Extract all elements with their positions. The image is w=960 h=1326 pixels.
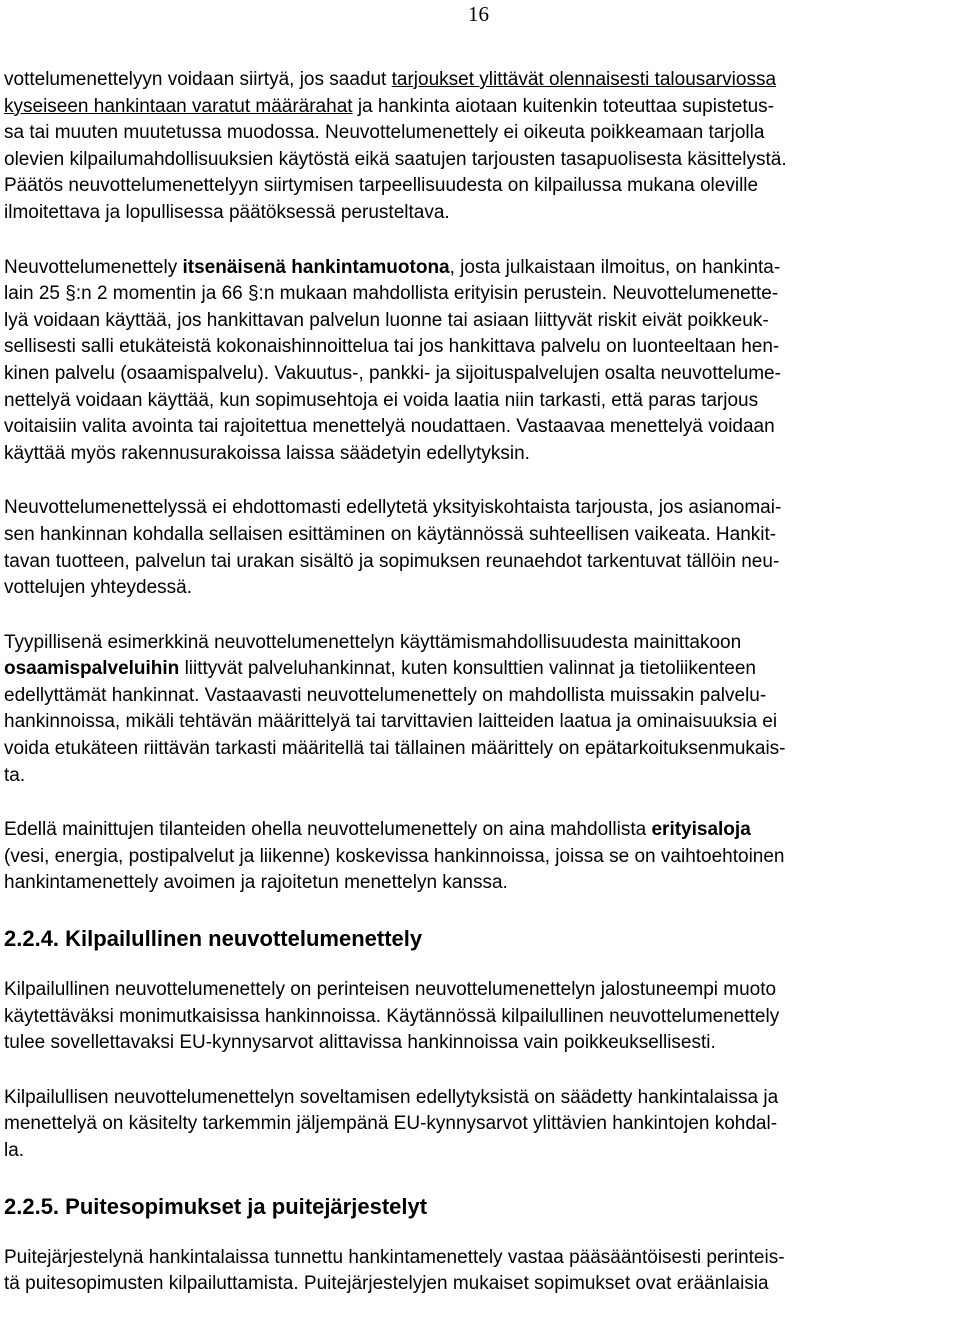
section-heading-2-2-4: 2.2.4. Kilpailullinen neuvottelumenettely — [4, 926, 423, 952]
page-number: 16 — [468, 2, 489, 26]
text-line: käyttää myös rakennusurakoissa laissa säädetyin edellytyksin. — [4, 442, 530, 464]
text-line: tä puitesopimusten kilpailuttamista. Puitejärjestelyjen mukaiset sopimukset ovat eräänlaisia — [4, 1273, 769, 1295]
text-line: Päätös neuvottelumenettelyyn siirtymisen tarpeellisuudesta on kilpailussa mukana oleville — [4, 175, 759, 197]
text-line: lain 25 §:n 2 momentin ja 66 §:n mukaan mahdollista erityisin perustein. Neuvottelumenette- — [4, 283, 779, 305]
paragraph-competitive-dialogue — [4, 977, 954, 1057]
paragraph-typical-example — [4, 630, 954, 790]
text-line: olevien kilpailumahdollisuuksien käytöstä eikä saatujen tarjousten tasapuolisesta käsittelystä. — [4, 148, 787, 170]
text-line: voida etukäteen riittävän tarkasti määritellä tai tällainen määrittely on epätarkoituksenmukais- — [4, 738, 786, 760]
text-line: tulee sovellettavaksi EU-kynnysarvot alittavissa hankinnoissa vain poikkeuksellisesti. — [4, 1032, 716, 1054]
paragraph-independent-procurement — [4, 255, 954, 468]
text-line: käytettäväksi monimutkaisissa hankinnoissa. Käytännössä kilpailullinen neuvottelumenettely — [4, 1005, 780, 1027]
text-line: Kilpailullinen neuvottelumenettely on perinteisen neuvottelumenettelyn jalostuneempi muoto — [4, 979, 777, 1001]
text-line: sellisesti salli etukäteistä kokonaishinnoittelua tai jos hankittava palvelu on luonteeltaan hen- — [4, 336, 780, 358]
paragraph-negotiation-transition — [4, 67, 954, 227]
text-line: la. — [4, 1140, 25, 1161]
paragraph-special-sectors — [4, 817, 954, 897]
text-line: Neuvottelumenettelyssä ei ehdottomasti edellytetä yksityiskohtaista tarjousta, jos asianomai- — [4, 497, 782, 519]
text-line: vottelumenettelyyn voidaan siirtyä, jos saadut tarjoukset ylittävät olennaisesti talousarviossa — [4, 69, 777, 90]
paragraph-competitive-dialogue-conditions — [4, 1085, 954, 1165]
bold-term: erityisaloja — [651, 819, 751, 841]
text-line: ilmoitettava ja lopullisessa päätöksessä perusteltava. — [4, 201, 450, 223]
text-line: Edellä mainittujen tilanteiden ohella neuvottelumenettely on aina mahdollista erityisaloja — [4, 819, 751, 841]
text-line: osaamispalveluihin liittyvät palveluhankinnat, kuten konsulttien valinnat ja tietoliikenteen — [4, 658, 756, 680]
document-body — [4, 67, 954, 1326]
text-line: nettelyä voidaan käyttää, kun sopimusehtoja ei voida laatia niin tarkasti, että paras tarjous — [4, 389, 759, 411]
text-line: hankinnoissa, mikäli tehtävän määrittelyä tai tarvittavien laitteiden laatua ja ominaisuuksia ei — [4, 711, 778, 733]
text-line: ta. — [4, 764, 26, 786]
paragraph-detailed-offer — [4, 495, 954, 601]
bold-term: itsenäisenä hankintamuotona — [182, 256, 450, 278]
text-line: hankintamenettely avoimen ja rajoitetun menettelyn kanssa. — [4, 872, 508, 894]
text-line: Neuvottelumenettely itsenäisenä hankintamuotona, josta julkaistaan ilmoitus, on hankinta- — [4, 256, 781, 278]
text-line: voitaisiin valita avointa tai rajoitettua menettelyä noudattaen. Vastaavaa menettelyä voidaan — [4, 416, 775, 438]
underlined-phrase: tarjoukset ylittävät olennaisesti talousarviossa — [391, 69, 777, 90]
text-line: sen hankinnan kohdalla sellaisen esittäminen on käytännössä suhteellisen vaikeata. Hankit- — [4, 523, 777, 545]
underlined-phrase: kyseiseen hankintaan varatut määrärahat — [4, 95, 353, 117]
text-line: Tyypillisenä esimerkkinä neuvottelumenettelyn käyttämismahdollisuudesta mainittakoon — [4, 631, 742, 653]
text-line: lyä voidaan käyttää, jos hankittavan palvelun luonne tai asiaan liittyvät riskit eivät poikkeuk- — [4, 309, 769, 331]
text-line: kyseiseen hankintaan varatut määrärahat ja hankinta aiotaan kuitenkin toteuttaa supistetus- — [4, 95, 774, 117]
text-line: Puitejärjestelynä hankintalaissa tunnettu hankintamenettely vastaa pääsääntöisesti perinteis- — [4, 1246, 785, 1268]
paragraph-framework-arrangements — [4, 1245, 954, 1298]
text-line: kinen palvelu (osaamispalvelu). Vakuutus-, pankki- ja sijoituspalvelujen osalta neuvottelume- — [4, 362, 781, 384]
text-line: Kilpailullisen neuvottelumenettelyn soveltamisen edellytyksistä on säädetty hankintalaissa ja — [4, 1086, 779, 1108]
text-line: vottelujen yhteydessä. — [4, 577, 193, 599]
text-line: edellyttämät hankinnat. Vastaavasti neuvottelumenettely on mahdollista muissakin palvelu- — [4, 684, 767, 706]
text-line: sa tai muuten muutetussa muodossa. Neuvottelumenettely ei oikeuta poikkeamaan tarjolla — [4, 122, 765, 144]
text-line: menettelyä on käsitelty tarkemmin jäljempänä EU-kynnysarvot ylittävien hankintojen kohdal- — [4, 1113, 778, 1135]
text-line: tavan tuotteen, palvelun tai urakan sisältö ja sopimuksen reunaehdot tarkentuvat tällöin neu- — [4, 550, 780, 572]
text-line: (vesi, energia, postipalvelut ja liikenne) koskevissa hankinnoissa, joissa se on vaihtoehtoinen — [4, 845, 785, 867]
section-heading-2-2-5: 2.2.5. Puitesopimukset ja puitejärjestelyt — [4, 1193, 428, 1219]
bold-term: osaamispalveluihin — [4, 658, 180, 680]
